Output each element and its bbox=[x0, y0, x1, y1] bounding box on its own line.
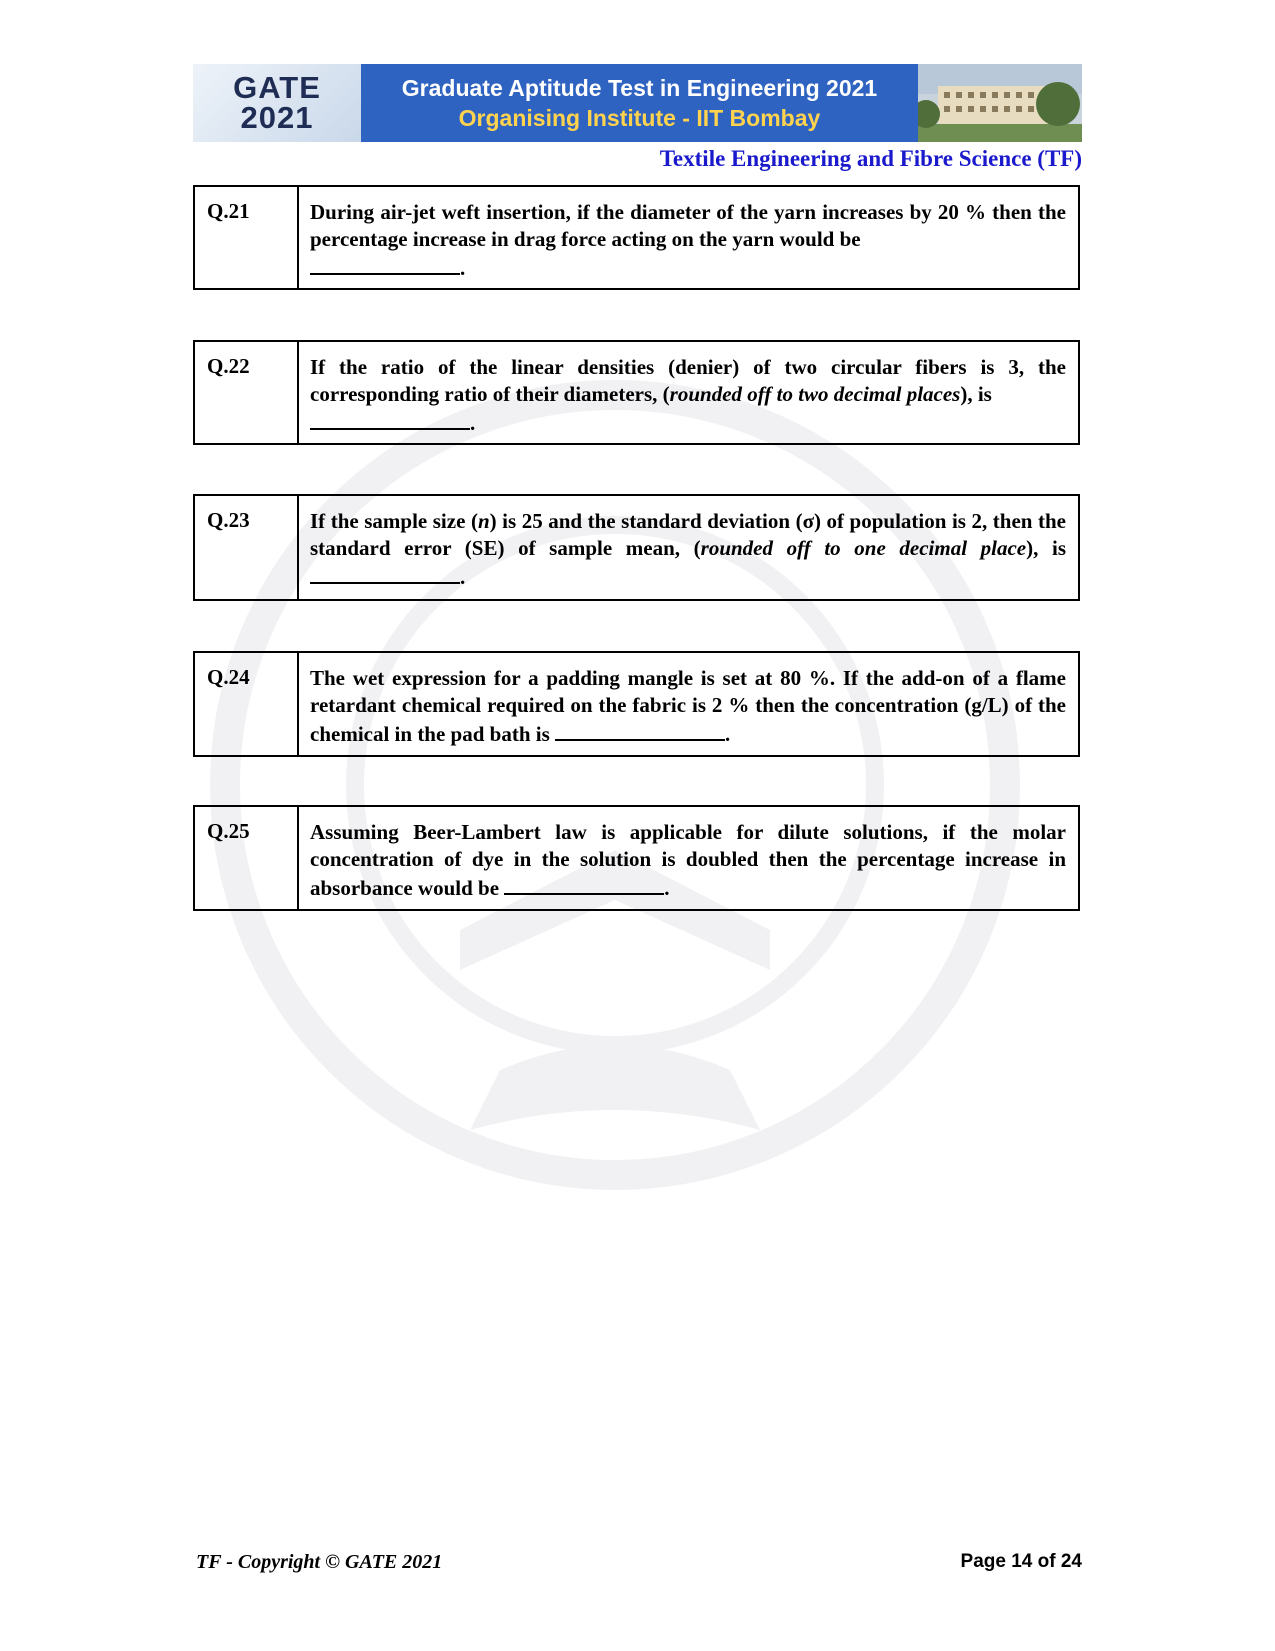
question-22 bbox=[193, 340, 1080, 445]
question-body-italic: rounded off to one decimal place bbox=[700, 536, 1027, 560]
question-variable: n bbox=[477, 509, 490, 533]
question-number: Q.23 bbox=[195, 496, 299, 599]
question-body: The wet expression for a padding mangle is set at 80 %. If the add-on of a flame retardant chemical required on the fabric is 2 % then the concentration (g/L) of the chemical in the pad bath is bbox=[310, 666, 1066, 746]
footer-page-number: Page 14 of 24 bbox=[960, 1551, 1082, 1572]
question-body-italic: rounded off to two decimal places bbox=[669, 382, 961, 406]
header-banner bbox=[193, 64, 1082, 142]
question-body-part-3: ), is bbox=[1026, 536, 1067, 560]
footer-copyright: TF - Copyright © GATE 2021 bbox=[196, 1551, 443, 1573]
answer-blank bbox=[310, 562, 460, 584]
answer-blank bbox=[310, 253, 460, 275]
banner-exam-title: Graduate Aptitude Test in Engineering 2021 bbox=[401, 75, 878, 101]
institute-building-photo bbox=[918, 64, 1082, 142]
banner-organiser: Organising Institute - IIT Bombay bbox=[458, 105, 821, 131]
gate-logo bbox=[193, 64, 361, 142]
question-number: Q.24 bbox=[195, 653, 299, 755]
logo-year: 2021 bbox=[240, 100, 314, 135]
question-number: Q.22 bbox=[195, 342, 299, 443]
question-body: During air-jet weft insertion, if the diameter of the yarn increases by 20 % then the percentage increase in drag force acting on the yarn would be bbox=[310, 200, 1066, 251]
logo-word: GATE bbox=[233, 70, 321, 105]
paper-title: Textile Engineering and Fibre Science (TF) bbox=[659, 146, 1082, 171]
answer-blank bbox=[310, 408, 470, 430]
question-body-part-1: If the ratio of the linear densities (denier) of two circular fibers is 3, the corresponding ratio of their diameters, ( bbox=[310, 355, 1066, 406]
question-body: Assuming Beer-Lambert law is applicable for dilute solutions, if the molar concentration of dye in the solution is doubled then the percentage increase in absorbance would be bbox=[310, 820, 1066, 900]
question-text: During air-jet weft insertion, if the diameter of the yarn increases by 20 % then the percentage increase in drag force acting on the yarn would be . bbox=[310, 200, 1066, 280]
question-body-part-1: If the sample size ( bbox=[310, 509, 478, 533]
question-body-part-2: ), is bbox=[960, 382, 992, 406]
banner-title-box bbox=[361, 64, 918, 142]
question-text: The wet expression for a padding mangle is set at 80 %. If the add-on of a flame retardant chemical required on the fabric is 2 % then the concentration (g/L) of the chemical in the pad bath is . bbox=[310, 666, 1066, 746]
question-number: Q.21 bbox=[195, 187, 299, 288]
question-23 bbox=[193, 494, 1080, 601]
question-24 bbox=[193, 651, 1080, 757]
question-21 bbox=[193, 185, 1080, 290]
question-text: If the ratio of the linear densities (denier) of two circular fibers is 3, the corresponding ratio of their diameters, (rounded off to two decimal places), is . bbox=[310, 355, 1066, 435]
question-text: Assuming Beer-Lambert law is applicable for dilute solutions, if the molar concentration of dye in the solution is doubled then the percentage increase in absorbance would be . bbox=[310, 820, 1066, 900]
question-body-part-2: ) is 25 and the standard deviation (σ) of population is 2, then the standard error (SE) of sample mean, ( bbox=[310, 509, 1066, 560]
answer-blank bbox=[555, 719, 725, 741]
question-25 bbox=[193, 805, 1080, 911]
answer-blank bbox=[504, 873, 664, 895]
question-number: Q.25 bbox=[195, 807, 299, 909]
question-text: If the sample size (n) is 25 and the standard deviation (σ) of population is 2, then the standard error (SE) of sample mean, (rounded off to one decimal place), is . bbox=[310, 509, 1067, 589]
